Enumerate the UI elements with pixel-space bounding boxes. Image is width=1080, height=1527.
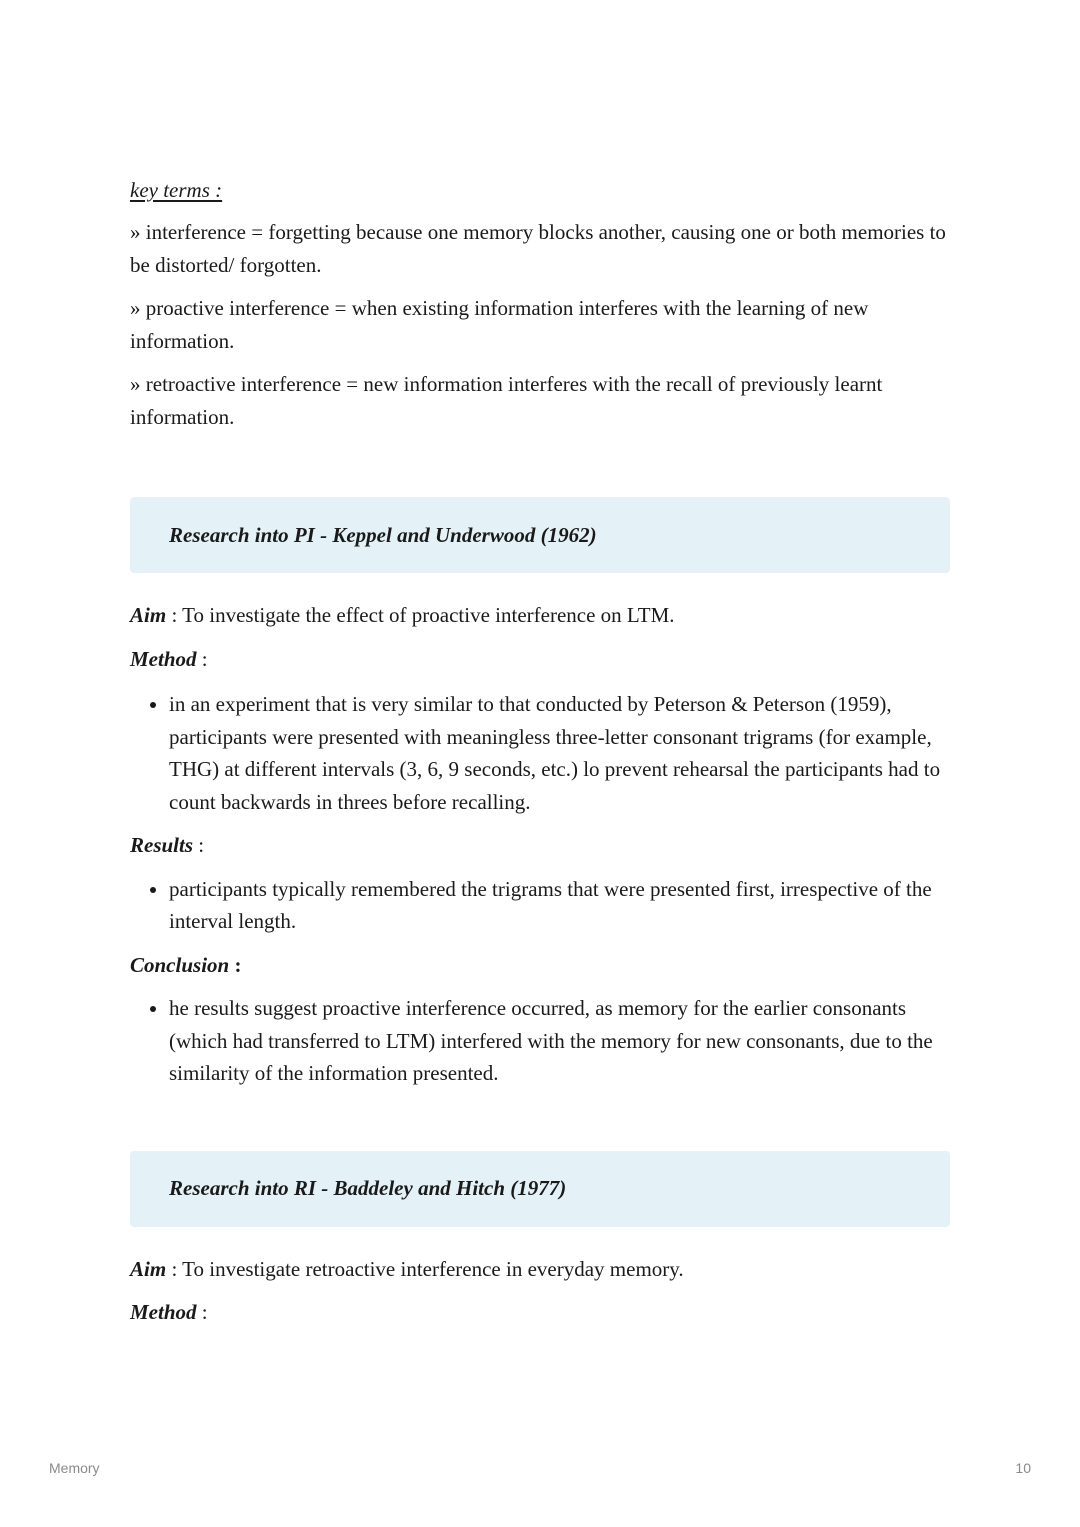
section-pi-title: Research into PI - Keppel and Underwood (1962) [169, 522, 597, 547]
pi-conclusion-list [130, 992, 950, 1090]
ri-aim-label: Aim [130, 1256, 167, 1281]
pi-method [130, 643, 950, 676]
pi-results-label: Results [130, 833, 194, 857]
pi-results-suffix: : [193, 833, 205, 857]
footer-title: Memory [49, 1460, 100, 1476]
key-term-proactive: » proactive interference = when existing information interferes with the learning of new information. [130, 296, 869, 353]
ri-aim-text: : To investigate retroactive interference in everyday memory. [166, 1256, 684, 1281]
key-term-retroactive: » retroactive interference = new information interferes with the recall of previously learnt information. [130, 372, 883, 429]
key-terms-heading: key terms : [130, 178, 223, 202]
key-term-interference: » interference = forgetting because one memory blocks another, causing one or both memories to be distorted/ forgotten. [130, 220, 946, 277]
list-item: • in an experiment that is very similar to that conducted by Peterson & Peterson (1959), participants were presented with meaningless three-letter consonant trigrams (for example, THG) at different intervals (3, 6, 9 seconds, etc.) lo prevent rehearsal the participants had to count backwards in threes before recalling. [169, 688, 950, 818]
page-number: 10 [1015, 1460, 1031, 1476]
pi-method-list [130, 688, 950, 818]
pi-aim-text: : To investigate the effect of proactive interference on LTM. [166, 603, 675, 627]
section-ri-title: Research into RI - Baddeley and Hitch (1977) [169, 1176, 567, 1200]
pi-aim-label: Aim [130, 603, 167, 627]
section-pi-title-box [130, 497, 950, 573]
ri-method [130, 1296, 950, 1329]
pi-results-list [130, 873, 950, 938]
pi-results [130, 829, 950, 862]
pi-conclusion-suffix: : [229, 952, 242, 977]
document-page [130, 176, 950, 1340]
pi-method-suffix: : [196, 646, 208, 671]
list-item: • participants typically remembered the trigrams that were presented first, irrespective of the interval length. [169, 873, 950, 938]
list-item: • he results suggest proactive interference occurred, as memory for the earlier consonants (which had transferred to LTM) interfered with the memory for new consonants, due to the similarity of the information presented. [169, 992, 950, 1090]
ri-method-suffix: : [196, 1300, 208, 1324]
pi-conclusion-label: Conclusion [130, 952, 230, 977]
pi-aim [130, 599, 950, 632]
pi-conclusion [130, 949, 950, 982]
ri-aim [130, 1253, 950, 1286]
section-ri-title-box [130, 1151, 950, 1227]
ri-method-label: Method [130, 1300, 197, 1324]
pi-method-label: Method [130, 646, 197, 671]
